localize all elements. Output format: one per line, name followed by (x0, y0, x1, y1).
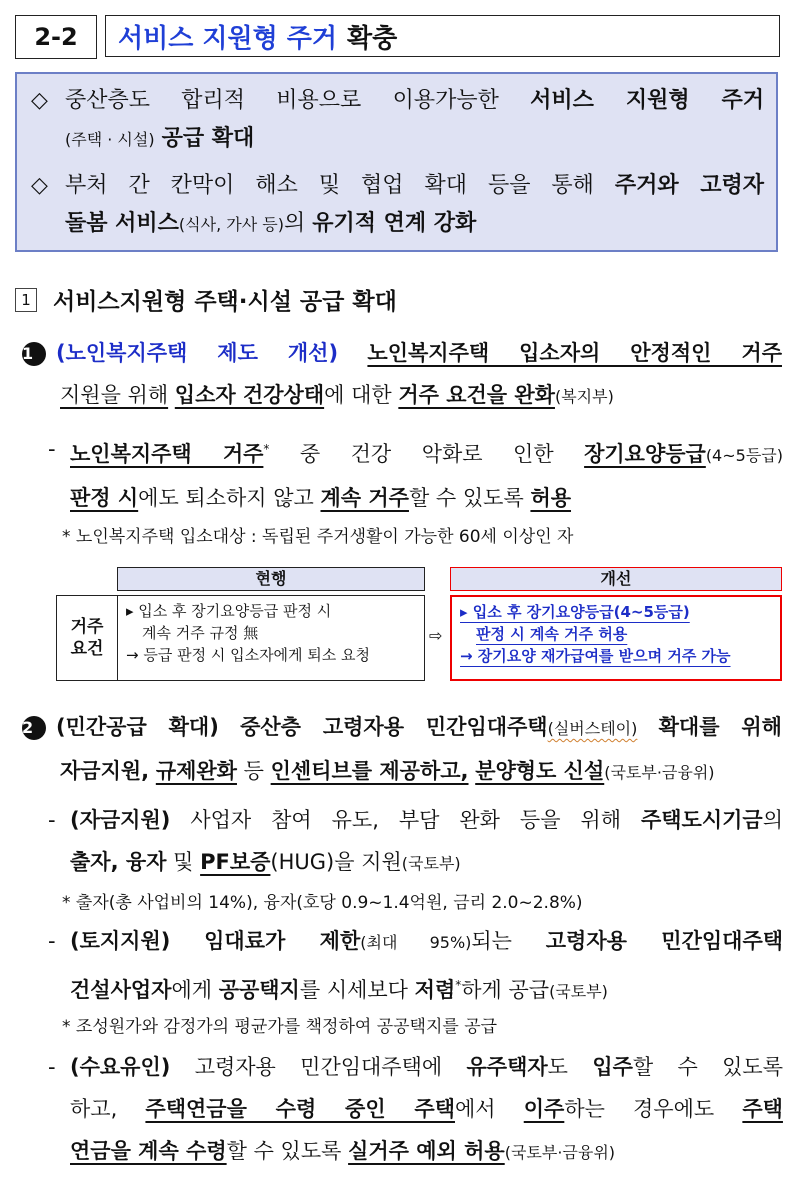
summary-bold: 서비스 지원형 주거 (530, 88, 765, 113)
table-row-label (56, 595, 118, 681)
item-text: 입주 (592, 1055, 633, 1079)
item-text: 입소자 건강상태 (174, 383, 325, 407)
footnote-mark: * (455, 978, 462, 992)
item-2-sub-c (48, 1046, 783, 1174)
summary-box (15, 72, 778, 252)
item-tag: (노인복지주택 제도 개선) (56, 341, 339, 365)
table-head-current: 현행 (117, 567, 425, 591)
cell-line: ▸ 입소 후 장기요양등급 판정 시 (126, 602, 332, 620)
item-text: 지원 (361, 850, 402, 874)
item-1-sub-line-2 (48, 477, 783, 519)
summary-bold: 돌봄 서비스 (65, 211, 179, 236)
item-1-line-2 (22, 374, 782, 418)
sub-c-line-3 (48, 1130, 783, 1174)
table-cell-current (117, 595, 425, 681)
item-text: 를 시세보다 (299, 978, 408, 1002)
footnote: * 출자(총 사업비의 14%), 융자(호당 0.9~1.4억원, 금리 2.0~2.8%) (62, 893, 583, 913)
cell-line: 계속 거주 규정 無 (142, 624, 259, 642)
item-text: 저렴 (414, 978, 456, 1002)
item-text: 사업자 참여 유도, 부담 완화 등을 위해 (190, 808, 622, 832)
summary-item-2-line-1 (65, 167, 764, 205)
item-2-sub-a (48, 799, 783, 885)
item-text: 할 수 있도록 (632, 1055, 783, 1079)
summary-bold: 주거와 고령자 (614, 173, 764, 198)
summary-item-2 (31, 167, 764, 244)
item-tag: (민간공급 확대) (56, 715, 219, 739)
summary-text: 중산층도 합리적 비용으로 이용가능한 (65, 88, 499, 113)
item-text: (최대 95%) (360, 933, 472, 952)
item-text: 규제완화 (155, 759, 237, 783)
summary-item-2-line-2 (65, 211, 476, 236)
item-text: 등 (243, 759, 264, 783)
item-1 (22, 332, 782, 418)
item-text: 장기요양등급 (584, 442, 706, 466)
item-2-line-1 (22, 706, 782, 750)
item-text: 주택도시기금 (640, 808, 763, 832)
item-text: 연금을 계속 수령 (70, 1139, 227, 1163)
summary-item-1-line-2 (65, 126, 254, 151)
row-label-line: 요건 (70, 639, 104, 659)
section-number: 2-2 (15, 15, 97, 59)
item-text: 노인복지주택 거주 (70, 442, 264, 466)
ministry-label: (국토부) (401, 854, 461, 873)
ministry-label: (국토부) (549, 982, 608, 1001)
item-text: 건설사업자 (70, 978, 172, 1002)
item-2 (22, 706, 782, 794)
sub-b-line-2 (48, 964, 783, 1013)
item-text: 에 대한 (324, 383, 392, 407)
sub-a-line-1 (48, 799, 783, 841)
item-text: 에게 (171, 978, 213, 1002)
table-cell-improved (450, 595, 782, 681)
cell-line: ▸ 입소 후 장기요양등급(4~5등급) (460, 603, 690, 621)
row-label-line: 거주 (70, 617, 104, 637)
item-text: 하게 공급 (461, 978, 550, 1002)
dash: - (48, 437, 56, 461)
item-text: 공공택지 (218, 978, 300, 1002)
item-text: 도 (547, 1055, 568, 1079)
table-head-improved: 개선 (450, 567, 782, 591)
item-text: 허용 (530, 486, 572, 510)
section-title (105, 15, 780, 57)
item-2-line-2 (22, 750, 782, 794)
item-text: 출자, 융자 (70, 850, 167, 874)
item-text: 중산층 고령자용 민간임대주택 (240, 715, 548, 739)
item-text: 할 수 있도록 (226, 1139, 342, 1163)
summary-item-1 (31, 82, 764, 159)
arrow-right-icon: ⇨ (429, 626, 443, 645)
summary-text: 의 (283, 211, 306, 236)
footnote: * 조성원가와 감정가의 평균가를 책정하여 공공택지를 공급 (62, 1017, 498, 1037)
summary-bold: 유기적 연계 강화 (312, 211, 477, 236)
item-text: 고령자용 민간임대주택 (545, 929, 784, 953)
item-text: (HUG)을 (270, 850, 355, 874)
item-text: 지원을 위해 (60, 383, 169, 407)
item-text: 이주 (523, 1097, 565, 1121)
item-text: 주택 (742, 1097, 783, 1121)
summary-bold: 공급 확대 (161, 126, 255, 151)
cell-line: → 장기요양 재가급여를 받으며 거주 가능 (460, 647, 731, 665)
item-text: 자금지원, (60, 759, 150, 783)
item-2-sub-b (48, 920, 783, 1013)
diamond-icon: ◇ (31, 173, 48, 198)
item-tag: (토지지원) (70, 929, 171, 953)
item-text: 고령자용 민간임대주택에 (194, 1055, 443, 1079)
item-text: 하는 경우에도 (564, 1097, 715, 1121)
item-text: 판정 시 (70, 486, 139, 510)
ministry-label: (복지부) (554, 387, 614, 406)
item-text: 중 건강 악화로 인한 (299, 442, 554, 466)
item-text: 에서 (454, 1097, 496, 1121)
sub-c-line-1 (48, 1046, 783, 1088)
item-text: 및 (173, 850, 194, 874)
item-text: 확대를 위해 (658, 715, 782, 739)
item-1-line-1 (22, 332, 782, 374)
sub-c-line-2 (48, 1088, 783, 1130)
footnote-mark: * (263, 442, 270, 456)
section-title-rest: 확충 (347, 23, 398, 54)
item-1-sub-line-1 (48, 428, 783, 477)
square-number-icon: 1 (15, 288, 37, 312)
subsection-title: 서비스지원형 주택·시설 공급 확대 (53, 289, 397, 315)
item-text: 실거주 예외 허용 (348, 1139, 505, 1163)
item-tag: (자금지원) (70, 808, 171, 832)
item-1-sub (48, 428, 783, 519)
subsection-heading (15, 283, 397, 316)
diamond-icon: ◇ (31, 88, 48, 113)
number-bullet-icon: 2 (22, 716, 46, 740)
section-title-highlight: 서비스 지원형 주거 (118, 23, 338, 54)
item-text: 에도 퇴소하지 않고 (138, 486, 314, 510)
cell-line: 판정 시 계속 거주 허용 (476, 625, 628, 643)
item-text: 하고, (70, 1097, 118, 1121)
item-text: 의 (762, 808, 783, 832)
item-text: 유주택자 (466, 1055, 548, 1079)
dash: - (48, 1055, 56, 1079)
sub-b-line-1 (48, 920, 783, 964)
item-text: 임대료가 제한 (204, 929, 361, 953)
dash: - (48, 929, 56, 953)
cell-line: → 등급 판정 시 입소자에게 퇴소 요청 (126, 646, 371, 664)
item-text: PF보증 (200, 850, 271, 874)
sub-a-line-2 (48, 841, 783, 885)
item-text: 주택연금을 수령 중인 주택 (145, 1097, 455, 1121)
item-text: 인센티브를 제공하고, (270, 759, 469, 783)
ministry-label: (국토부·금융위) (604, 763, 715, 782)
footnote: * 노인복지주택 입소대상 : 독립된 주거생활이 가능한 60세 이상인 자 (62, 527, 574, 547)
item-text: 되는 (471, 929, 512, 953)
item-text: 할 수 있도록 (408, 486, 524, 510)
dash: - (48, 808, 56, 832)
ministry-label: (국토부·금융위) (504, 1143, 616, 1162)
summary-small: (식사, 가사 등) (178, 215, 284, 234)
item-text: (실버스테이) (547, 719, 638, 738)
summary-item-1-line-1 (65, 82, 764, 120)
item-text: 거주 요건을 완화 (398, 383, 555, 407)
item-text: 분양형도 신설 (475, 759, 605, 783)
summary-text: 부처 간 칸막이 해소 및 협업 확대 등을 통해 (65, 173, 594, 198)
item-text: 노인복지주택 입소자의 안정적인 거주 (367, 341, 782, 365)
item-text: (4~5등급) (705, 446, 783, 465)
number-bullet-icon: 1 (22, 342, 46, 366)
summary-small: (주택 · 시설) (65, 130, 155, 149)
item-tag: (수요유인) (70, 1055, 171, 1079)
item-text: 계속 거주 (320, 486, 409, 510)
